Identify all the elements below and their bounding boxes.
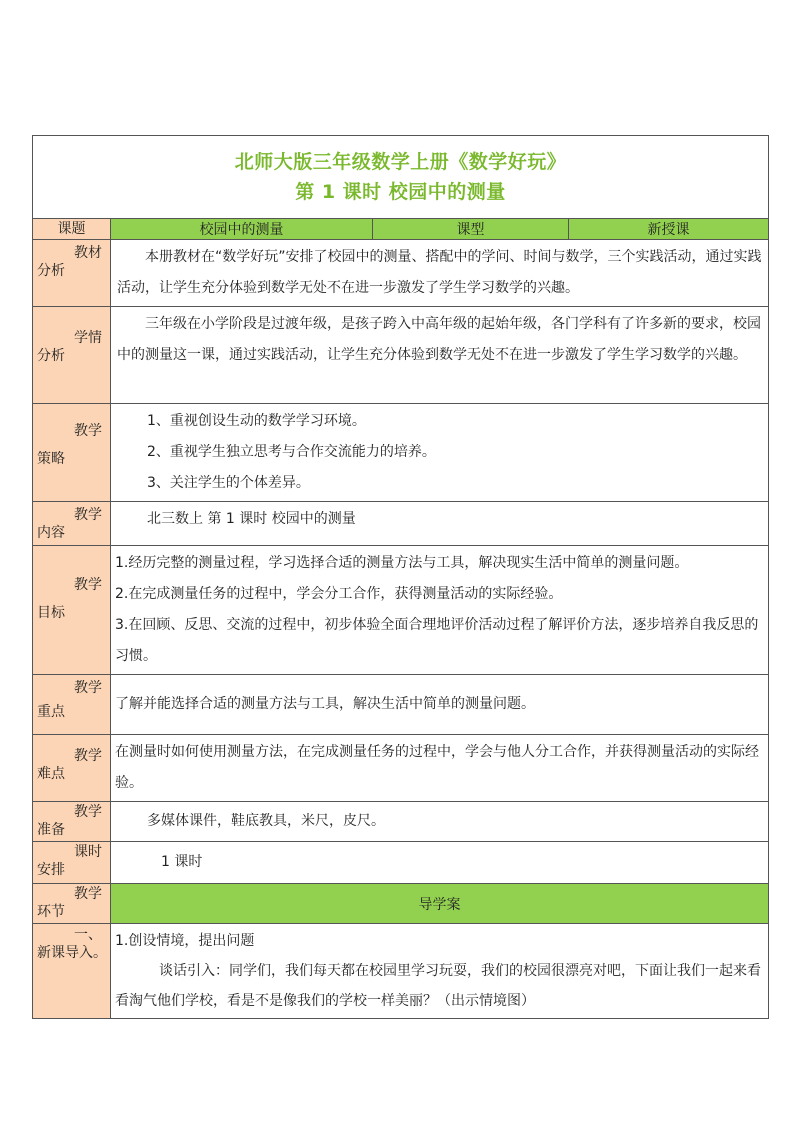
difficulties-text: 在测量时如何使用测量方法，在完成测量任务的过程中，学会与他人分工合作，并获得测量活动的实际经验。 — [111, 735, 769, 802]
teaching-goals-list — [111, 546, 769, 675]
intro-dialogue: 谈话引入：同学们，我们每天都在校园里学习玩耍，我们的校园很漂亮对吧，下面让我们一起来看看淘气他们学校，看是不是像我们的学校一样美丽？（出示情境图） — [115, 963, 761, 1009]
teaching-goals-row — [33, 546, 769, 675]
new-lesson-intro-row — [33, 924, 769, 1019]
hours-text: 1 课时 — [111, 842, 769, 884]
goal-item: 1.经历完整的测量过程，学习选择合适的测量方法与工具，解决现实生活中简单的测量问题。 — [115, 555, 689, 571]
lesson-plan-sheet — [32, 135, 768, 1019]
lesson-plan-table — [32, 135, 769, 1019]
topic-label: 课题 — [33, 219, 111, 240]
intro-step: 1.创设情境，提出问题 — [115, 933, 255, 949]
row-label: 教学 目标 — [33, 546, 111, 675]
strategy-item: 3、关注学生的个体差异。 — [147, 475, 310, 491]
teaching-strategy-row — [33, 404, 769, 502]
teaching-content-row — [33, 502, 769, 546]
row-label: 学情 分析 — [33, 307, 111, 404]
row-label: 教学 难点 — [33, 735, 111, 802]
title-cell — [33, 136, 769, 219]
new-lesson-intro-text — [111, 924, 769, 1019]
strategy-item: 2、重视学生独立思考与合作交流能力的培养。 — [147, 444, 436, 460]
row-label: 教学 准备 — [33, 802, 111, 842]
title-row — [33, 136, 769, 219]
preparation-text: 多媒体课件，鞋底教具，米尺，皮尺。 — [111, 802, 769, 842]
row-label: 教材 分析 — [33, 240, 111, 307]
textbook-analysis-row — [33, 240, 769, 307]
goal-item: 3.在回顾、反思、交流的过程中，初步体验全面合理地评价活动过程了解评价方法，逐步培养自我反思的习惯。 — [115, 617, 759, 664]
row-label: 教学 策略 — [33, 404, 111, 502]
textbook-analysis-text: 本册教材在“数学好玩”安排了校园中的测量、搭配中的学问、时间与数学，三个实践活动，通过实践活动，让学生充分体验到数学无处不在进一步激发了学生学习数学的兴趣。 — [111, 240, 769, 307]
learner-analysis-text: 三年级在小学阶段是过渡年级，是孩子跨入中高年级的起始年级，各门学科有了许多新的要求，校园中的测量这一课，通过实践活动，让学生充分体验到数学无处不在进一步激发了学生学习数学的兴趣。 — [111, 307, 769, 404]
type-label: 课型 — [373, 219, 569, 240]
row-label: 课时 安排 — [33, 842, 111, 884]
lesson-subtitle: 第 1 课时 校园中的测量 — [295, 181, 506, 203]
topic-value: 校园中的测量 — [111, 219, 373, 240]
teaching-stages-row — [33, 884, 769, 924]
row-label: 教学 环节 — [33, 884, 111, 924]
row-label: 教学 重点 — [33, 675, 111, 735]
hours-row — [33, 842, 769, 884]
document-title: 北师大版三年级数学上册《数学好玩》 — [234, 151, 567, 173]
key-points-text: 了解并能选择合适的测量方法与工具，解决生活中简单的测量问题。 — [111, 675, 769, 735]
row-label: 一、 新课导入。 — [33, 924, 111, 1019]
teaching-strategy-list — [111, 404, 769, 502]
goal-item: 2.在完成测量任务的过程中，学会分工合作，获得测量活动的实际经验。 — [115, 586, 563, 602]
preparation-row — [33, 802, 769, 842]
row-label: 教学 内容 — [33, 502, 111, 546]
key-points-row — [33, 675, 769, 735]
strategy-item: 1、重视创设生动的数学学习环境。 — [147, 413, 366, 429]
teaching-content-text: 北三数上 第 1 课时 校园中的测量 — [111, 502, 769, 546]
topic-row — [33, 219, 769, 240]
guided-learning-header: 导学案 — [111, 884, 769, 924]
difficulties-row — [33, 735, 769, 802]
type-value: 新授课 — [569, 219, 769, 240]
learner-analysis-row — [33, 307, 769, 404]
